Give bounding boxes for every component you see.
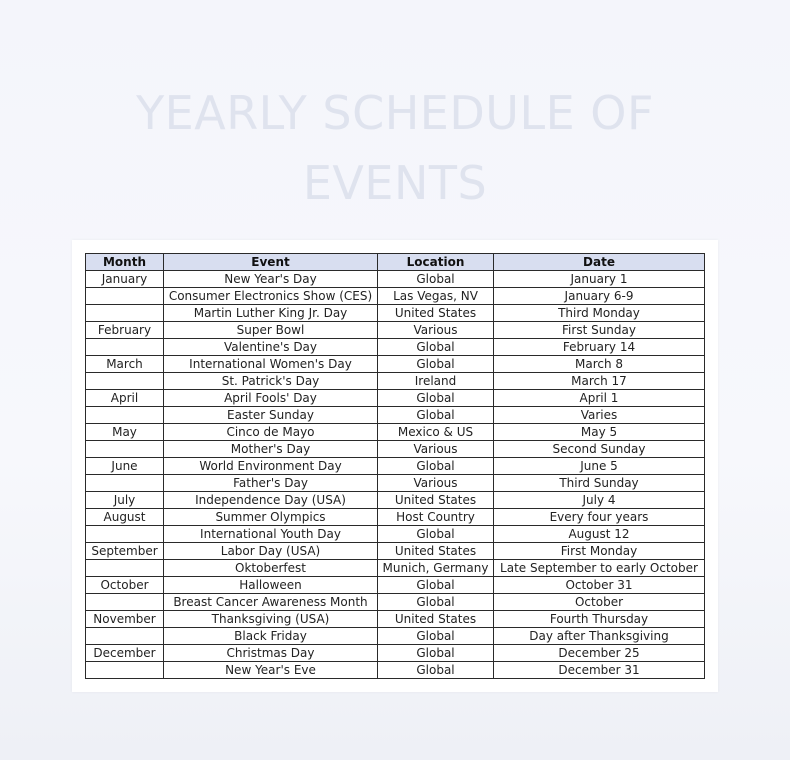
header-date[interactable]: Date — [494, 254, 705, 271]
cell-event[interactable]: World Environment Day — [164, 458, 378, 475]
cell-month[interactable] — [86, 475, 164, 492]
cell-event[interactable]: St. Patrick's Day — [164, 373, 378, 390]
cell-month[interactable]: September — [86, 543, 164, 560]
cell-month[interactable] — [86, 407, 164, 424]
cell-location[interactable]: Las Vegas, NV — [378, 288, 494, 305]
cell-location[interactable]: Global — [378, 407, 494, 424]
cell-month[interactable]: July — [86, 492, 164, 509]
table-row — [86, 441, 705, 458]
header-location[interactable]: Location — [378, 254, 494, 271]
cell-month[interactable]: January — [86, 271, 164, 288]
cell-location[interactable]: United States — [378, 305, 494, 322]
cell-date[interactable]: January 6-9 — [494, 288, 705, 305]
cell-event[interactable]: Super Bowl — [164, 322, 378, 339]
cell-month[interactable]: August — [86, 509, 164, 526]
cell-date[interactable]: First Monday — [494, 543, 705, 560]
cell-event[interactable]: Oktoberfest — [164, 560, 378, 577]
cell-event[interactable]: Mother's Day — [164, 441, 378, 458]
table-row — [86, 560, 705, 577]
cell-location[interactable]: Various — [378, 441, 494, 458]
table-row — [86, 475, 705, 492]
table-row — [86, 458, 705, 475]
cell-date[interactable]: Fourth Thursday — [494, 611, 705, 628]
cell-month[interactable] — [86, 662, 164, 679]
cell-event[interactable]: Labor Day (USA) — [164, 543, 378, 560]
cell-event[interactable]: Christmas Day — [164, 645, 378, 662]
table-row — [86, 390, 705, 407]
cell-month[interactable]: February — [86, 322, 164, 339]
cell-date[interactable]: Every four years — [494, 509, 705, 526]
table-row — [86, 509, 705, 526]
cell-event[interactable]: Black Friday — [164, 628, 378, 645]
cell-location[interactable]: Global — [378, 339, 494, 356]
table-row — [86, 373, 705, 390]
cell-date[interactable]: Second Sunday — [494, 441, 705, 458]
header-row — [86, 254, 705, 271]
table-row — [86, 611, 705, 628]
cell-month[interactable] — [86, 305, 164, 322]
cell-month[interactable]: March — [86, 356, 164, 373]
cell-month[interactable]: April — [86, 390, 164, 407]
cell-event[interactable]: Independence Day (USA) — [164, 492, 378, 509]
table-row — [86, 271, 705, 288]
table-row — [86, 407, 705, 424]
cell-month[interactable]: December — [86, 645, 164, 662]
cell-date[interactable]: Day after Thanksgiving — [494, 628, 705, 645]
cell-event[interactable]: Father's Day — [164, 475, 378, 492]
page-title — [0, 78, 790, 218]
cell-date[interactable]: First Sunday — [494, 322, 705, 339]
cell-month[interactable]: November — [86, 611, 164, 628]
cell-date[interactable]: January 1 — [494, 271, 705, 288]
cell-location[interactable]: United States — [378, 611, 494, 628]
cell-month[interactable]: June — [86, 458, 164, 475]
cell-location[interactable]: Munich, Germany — [378, 560, 494, 577]
table-row — [86, 356, 705, 373]
cell-event[interactable]: Summer Olympics — [164, 509, 378, 526]
events-table — [85, 253, 705, 679]
cell-month[interactable] — [86, 441, 164, 458]
cell-location[interactable]: Global — [378, 356, 494, 373]
cell-event[interactable]: Cinco de Mayo — [164, 424, 378, 441]
table-row — [86, 628, 705, 645]
cell-event[interactable]: Martin Luther King Jr. Day — [164, 305, 378, 322]
cell-event[interactable]: Breast Cancer Awareness Month — [164, 594, 378, 611]
table-row — [86, 645, 705, 662]
cell-event[interactable]: Easter Sunday — [164, 407, 378, 424]
table-row — [86, 322, 705, 339]
header-event[interactable]: Event — [164, 254, 378, 271]
table-row — [86, 662, 705, 679]
cell-date[interactable]: Late September to early October — [494, 560, 705, 577]
cell-location[interactable]: Global — [378, 577, 494, 594]
cell-date[interactable]: February 14 — [494, 339, 705, 356]
cell-event[interactable]: Valentine's Day — [164, 339, 378, 356]
cell-event[interactable]: New Year's Eve — [164, 662, 378, 679]
cell-location[interactable]: Various — [378, 322, 494, 339]
cell-month[interactable] — [86, 288, 164, 305]
table-row — [86, 424, 705, 441]
cell-location[interactable]: Global — [378, 594, 494, 611]
cell-location[interactable]: Global — [378, 390, 494, 407]
cell-location[interactable]: Various — [378, 475, 494, 492]
cell-event[interactable]: Halloween — [164, 577, 378, 594]
cell-event[interactable]: New Year's Day — [164, 271, 378, 288]
cell-date[interactable]: December 25 — [494, 645, 705, 662]
cell-date[interactable]: Third Monday — [494, 305, 705, 322]
spreadsheet — [72, 240, 718, 692]
cell-date[interactable]: March 8 — [494, 356, 705, 373]
table-row — [86, 492, 705, 509]
cell-date[interactable]: October — [494, 594, 705, 611]
page-title-line-2: EVENTS — [302, 156, 488, 210]
cell-location[interactable]: Ireland — [378, 373, 494, 390]
cell-month[interactable] — [86, 560, 164, 577]
cell-month[interactable]: May — [86, 424, 164, 441]
cell-date[interactable]: April 1 — [494, 390, 705, 407]
cell-date[interactable]: July 4 — [494, 492, 705, 509]
cell-event[interactable]: Consumer Electronics Show (CES) — [164, 288, 378, 305]
cell-location[interactable]: Global — [378, 662, 494, 679]
cell-event[interactable]: International Women's Day — [164, 356, 378, 373]
table-row — [86, 526, 705, 543]
table-row — [86, 339, 705, 356]
cell-date[interactable]: May 5 — [494, 424, 705, 441]
cell-date[interactable]: October 31 — [494, 577, 705, 594]
cell-location[interactable]: Global — [378, 526, 494, 543]
cell-month[interactable] — [86, 628, 164, 645]
cell-month[interactable] — [86, 594, 164, 611]
cell-event[interactable]: International Youth Day — [164, 526, 378, 543]
cell-month[interactable] — [86, 373, 164, 390]
cell-month[interactable] — [86, 526, 164, 543]
cell-location[interactable]: Global — [378, 645, 494, 662]
cell-location[interactable]: Global — [378, 458, 494, 475]
cell-location[interactable]: Global — [378, 271, 494, 288]
cell-location[interactable]: United States — [378, 492, 494, 509]
cell-event[interactable]: April Fools' Day — [164, 390, 378, 407]
cell-location[interactable]: United States — [378, 543, 494, 560]
cell-date[interactable]: Third Sunday — [494, 475, 705, 492]
header-month[interactable]: Month — [86, 254, 164, 271]
table-row — [86, 594, 705, 611]
table-body — [86, 271, 705, 679]
cell-date[interactable]: Varies — [494, 407, 705, 424]
cell-location[interactable]: Global — [378, 628, 494, 645]
cell-date[interactable]: August 12 — [494, 526, 705, 543]
cell-event[interactable]: Thanksgiving (USA) — [164, 611, 378, 628]
cell-month[interactable] — [86, 339, 164, 356]
cell-date[interactable]: March 17 — [494, 373, 705, 390]
cell-date[interactable]: June 5 — [494, 458, 705, 475]
table-row — [86, 577, 705, 594]
cell-location[interactable]: Mexico & US — [378, 424, 494, 441]
table-row — [86, 288, 705, 305]
cell-month[interactable]: October — [86, 577, 164, 594]
table-row — [86, 305, 705, 322]
table-row — [86, 543, 705, 560]
cell-location[interactable]: Host Country — [378, 509, 494, 526]
cell-date[interactable]: December 31 — [494, 662, 705, 679]
page-title-line-1: YEARLY SCHEDULE OF — [136, 86, 654, 140]
